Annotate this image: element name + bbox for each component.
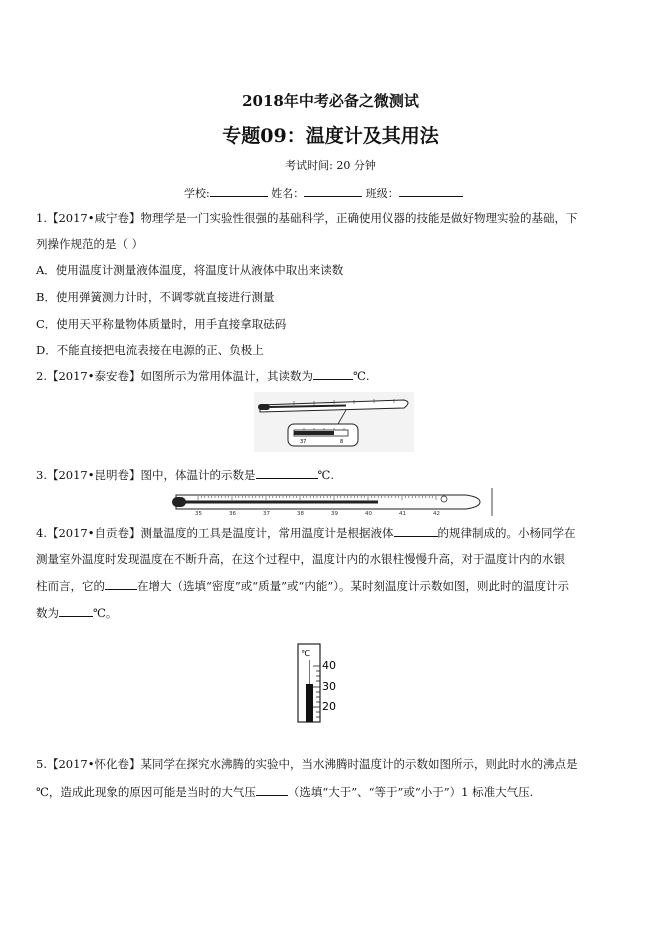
q4-line-3 [36,578,569,594]
q3-scale-label: 41 [399,511,406,517]
school-label: 学校: [184,187,210,200]
q3-scale-label: 35 [195,511,202,517]
q4-line-2: 测量室外温度时发现温度在不断升高，在这个过程中，温度计内的水银柱慢慢升高，对于温度计内的水银 [36,552,565,566]
q1-option-c: C．使用天平称量物体质量时，用手直接拿取砝码 [36,317,287,331]
q1-option-a: A．使用温度计测量液体温度，将温度计从液体中取出来读数 [36,263,344,277]
q4-unit-label: ℃ [301,649,310,658]
student-info-row [184,185,463,201]
q3-scale-label: 42 [433,511,440,517]
q3-thermometer-figure [168,486,494,518]
q5-line-2-text: ℃，造成此现象的原因可能是当时的大气压 [36,785,256,799]
q3-scale-label: 37 [263,511,270,517]
q4-line-1 [36,525,576,541]
q5-line-2 [36,784,533,800]
q4-line-1-text: 4.【2017•自贡卷】测量温度的工具是温度计，常用温度计是根据液体 [36,526,394,540]
q5-blank[interactable] [256,785,288,796]
q4-line-4-text: 数为 [36,606,59,620]
school-blank[interactable] [210,186,268,197]
q4-line-3-text-b: 在增大（选填“密度”或“质量”或“内能”）。某时刻温度计示数如图，则此时的温度计示 [137,579,570,593]
q3-scale-label: 36 [229,511,236,517]
name-label: 姓名： [271,187,305,200]
q4-blank-2[interactable] [105,579,137,590]
q1-option-b: B．使用弹簧测力计时，不调零就直接进行测量 [36,290,275,304]
q1-line-2: 列操作规范的是（ ） [36,237,144,251]
topic-title: 专题09：温度计及其用法 [222,125,439,147]
q3-answer-blank[interactable] [256,468,318,479]
class-label: 班级： [365,187,399,200]
q3-text: 3.【2017•昆明卷】图中，体温计的示数是 [36,468,256,482]
q5-line-2-text-b: （选填“大于”、“等于”或“小于”）1 标准大气压. [287,785,534,799]
q4-thermometer-figure [290,640,366,726]
q4-scale-20: 20 [322,700,336,713]
q3-unit: ℃. [317,468,335,482]
q1-option-d: D．不能直接把电流表接在电源的正、负极上 [36,343,264,357]
q2-unit: ℃. [353,369,370,383]
q1-line-1: 1.【2017•咸宁卷】物理学是一门实验性很强的基础科学，正确使用仪器的技能是做好物理实验的基础，下 [36,211,578,225]
q2-scale-label-37: 37 [300,439,307,445]
q4-line-1-text-b: 的规律制成的。小杨同学在 [437,526,576,540]
q4-blank-1[interactable] [394,526,438,537]
class-blank[interactable] [399,186,463,197]
q4-line-4 [36,605,117,621]
exam-time: 考试时间: 20 分钟 [285,159,376,172]
q2-thermometer-figure [254,392,414,452]
q2-answer-blank[interactable] [313,369,353,380]
q3-scale-label: 39 [331,511,338,517]
q2-text: 2.【2017•泰安卷】如图所示为常用体温计，其读数为 [36,369,314,383]
q4-blank-3[interactable] [59,606,93,617]
q2-stem [36,368,370,384]
q4-line-3-text: 柱而言，它的 [36,579,105,593]
q2-scale-label-8: 8 [340,439,344,445]
q5-line-1: 5.【2017•怀化卷】某同学在探究水沸腾的实验中，当水沸腾时温度计的示数如图所示，则此时水的沸点是 [36,757,578,771]
q3-scale-label: 38 [297,511,304,517]
name-blank[interactable] [304,186,362,197]
document-title: 2018年中考必备之微测试 [242,92,419,110]
q4-scale-30: 30 [322,680,336,693]
q3-stem [36,467,334,483]
q4-scale-40: 40 [322,659,336,672]
q4-unit: ℃。 [93,606,118,620]
q3-scale-label: 40 [365,511,372,517]
